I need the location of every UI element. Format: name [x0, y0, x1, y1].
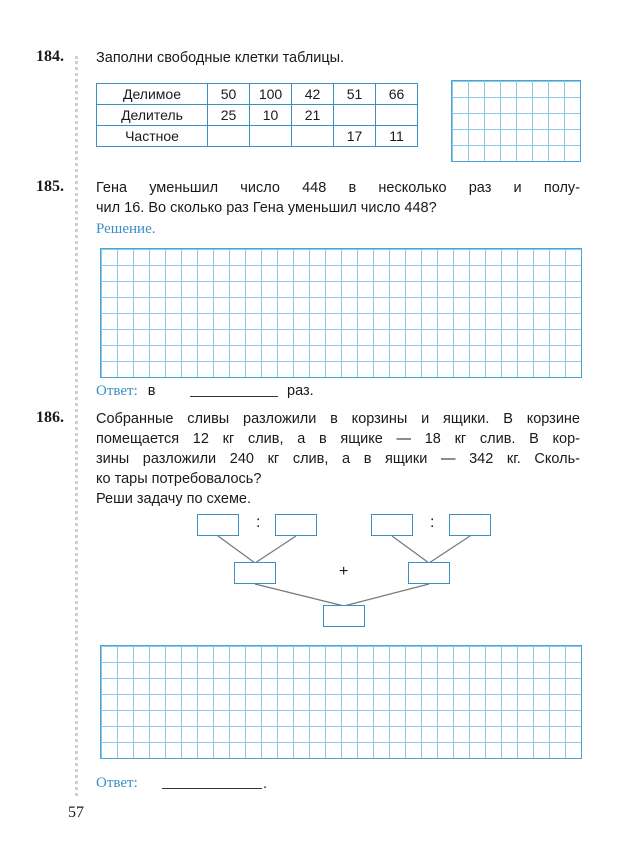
table-cell: 25 [208, 105, 250, 126]
division-sign: : [256, 514, 261, 531]
answer-label: Ответ: [96, 383, 138, 399]
scheme-box-dividend-2[interactable] [371, 514, 413, 536]
table-cell: 51 [334, 84, 376, 105]
scheme-box-total[interactable] [323, 605, 365, 627]
table-cell: 66 [376, 84, 418, 105]
answer-end: . [263, 776, 268, 792]
solution-label: Решение. [96, 221, 156, 237]
table-cell: 42 [292, 84, 334, 105]
task-number-184: 184. [36, 48, 64, 65]
task-185-line-2: чил 16. Во сколько раз Гена уменьшил число 448? [96, 200, 437, 216]
table-cell: 100 [250, 84, 292, 105]
task-186-line-4: ко тары потребовалось? [96, 471, 262, 487]
row-header: Делимое [97, 84, 208, 105]
task-number-185: 185. [36, 178, 64, 195]
page-number: 57 [68, 804, 84, 821]
task-184-text: Заполни свободные клетки таблицы. [96, 50, 345, 66]
task-186-line-2: помещается 12 кг слив, а в ящике — 18 кг слив. В кор- [96, 431, 580, 447]
scheme-box-quotient-1[interactable] [234, 562, 276, 584]
task-186-line-1: Собранные сливы разложили в корзины и ящики. В корзине [96, 411, 580, 427]
answer-blank-186[interactable] [162, 788, 262, 789]
scheme-box-quotient-2[interactable] [408, 562, 450, 584]
task-number-186: 186. [36, 409, 64, 426]
task-185-line-1: Гена уменьшил число 448 в несколько раз и полу- [96, 180, 580, 196]
scheme-box-divisor-1[interactable] [275, 514, 317, 536]
answer-label-186: Ответ: [96, 775, 138, 791]
table-cell: 10 [250, 105, 292, 126]
plus-sign: + [339, 563, 349, 580]
answer-prefix: в [147, 383, 156, 399]
division-sign: : [430, 514, 435, 531]
table-cell: 17 [334, 126, 376, 147]
table-cell: 11 [376, 126, 418, 147]
grid-solution-186[interactable] [100, 645, 582, 759]
answer-suffix: раз. [287, 383, 314, 399]
scheme-box-dividend-1[interactable] [197, 514, 239, 536]
task-186-line-5: Реши задачу по схеме. [96, 491, 252, 507]
row-header: Делитель [97, 105, 208, 126]
table-cell: 21 [292, 105, 334, 126]
row-header: Частное [97, 126, 208, 147]
task-186-line-3: зины разложили 240 кг слив, а в ящики — 342 кг. Сколь- [96, 451, 580, 467]
table-cell: 50 [208, 84, 250, 105]
scheme-box-divisor-2[interactable] [449, 514, 491, 536]
